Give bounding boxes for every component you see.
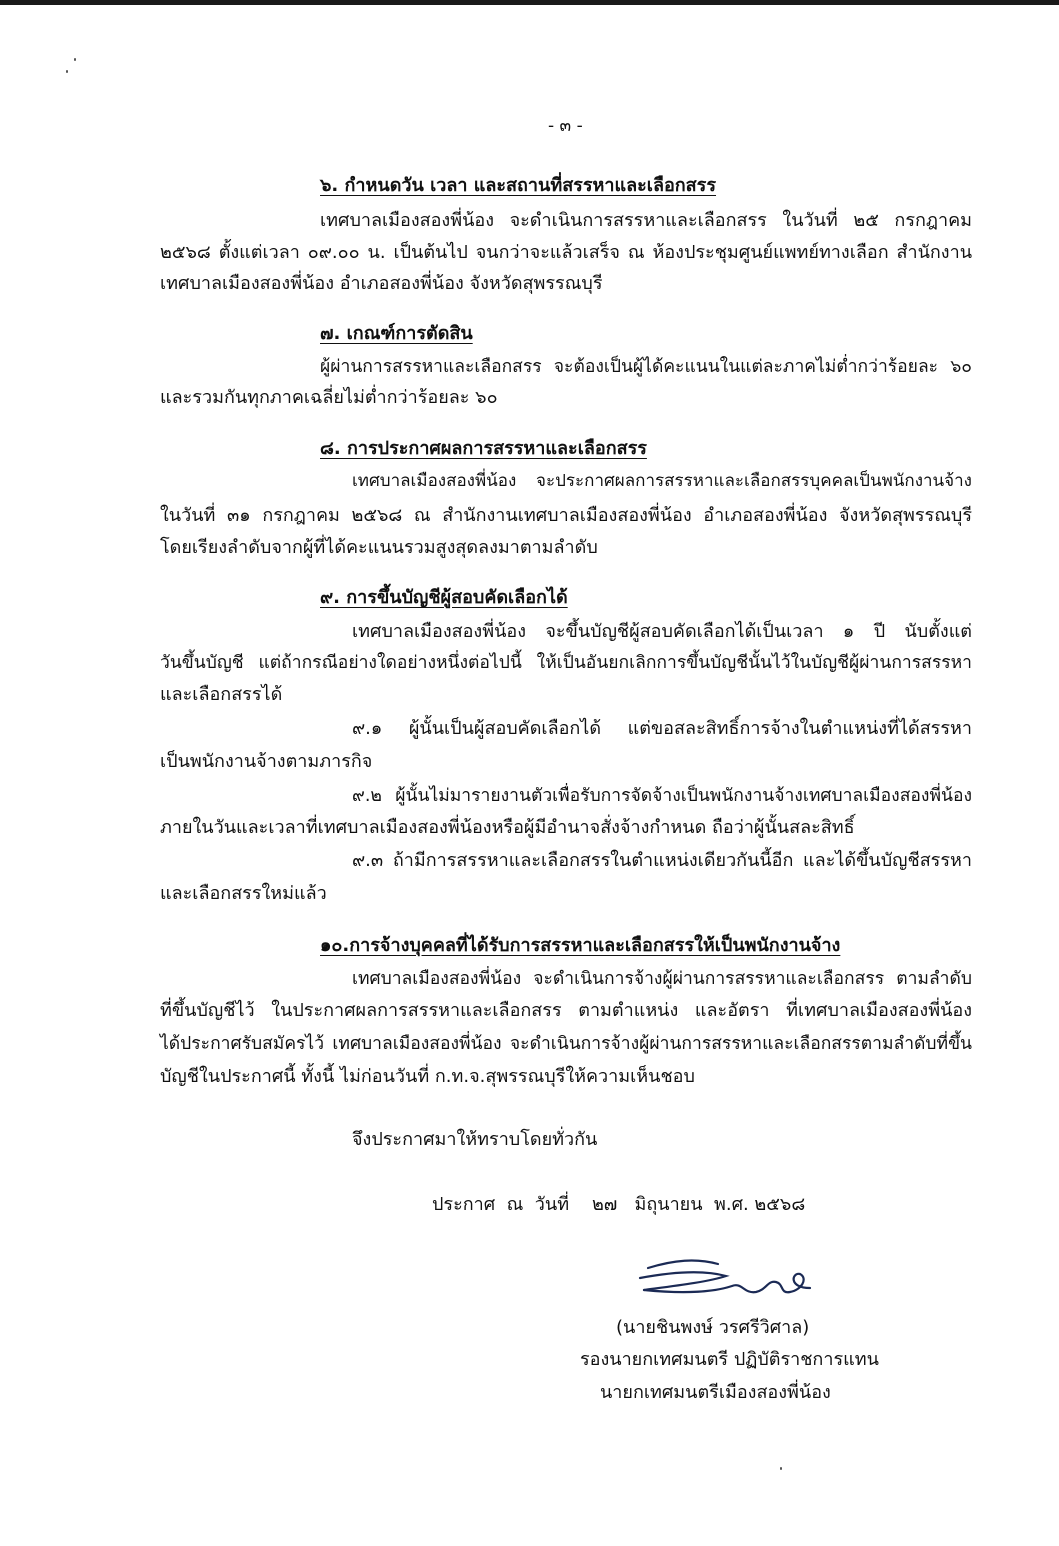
section-6-line-2: ๒๕๖๘ ตั้งแต่เวลา ๐๙.๐๐ น. เป็นต้นไป จนกว่าจะแล้วเสร็จ ณ ห้องประชุมศูนย์แพทย์ทางเลือก สำนักงาน — [160, 242, 972, 263]
scan-top-edge — [0, 0, 1059, 5]
page-number: - ๓ - — [548, 116, 583, 136]
signer-position-1: รองนายกเทศมนตรี ปฏิบัติราชการแทน — [580, 1349, 879, 1370]
signer-name: (นายชินพงษ์ วรศรีวิศาล) — [616, 1317, 810, 1338]
section-10-heading: ๑๐.การจ้างบุคคลที่ได้รับการสรรหาและเลือกสรรให้เป็นพนักงานจ้าง — [320, 935, 841, 956]
section-9-item-1-line-1: ๙.๑ ผู้นั้นเป็นผู้สอบคัดเลือกได้ แต่ขอสละสิทธิ์การจ้างในตำแหน่งที่ได้สรรหา — [352, 718, 972, 739]
section-8-line-2: ในวันที่ ๓๑ กรกฎาคม ๒๕๖๘ ณ สำนักงานเทศบาลเมืองสองพี่น้อง อำเภอสองพี่น้อง จังหวัดสุพรรณบุรี — [160, 505, 972, 526]
section-9-line-1: เทศบาลเมืองสองพี่น้อง จะขึ้นบัญชีผู้สอบคัดเลือกได้เป็นเวลา ๑ ปี นับตั้งแต่ — [352, 621, 972, 642]
section-6-line-1: เทศบาลเมืองสองพี่น้อง จะดำเนินการสรรหาและเลือกสรร ในวันที่ ๒๕ กรกฎาคม — [320, 210, 972, 231]
section-6-heading: ๖. กำหนดวัน เวลา และสถานที่สรรหาและเลือกสรร — [320, 175, 717, 196]
section-9-line-3: และเลือกสรรได้ — [160, 684, 283, 705]
section-8-line-3: โดยเรียงลำดับจากผู้ที่ได้คะแนนรวมสูงสุดลงมาตามลำดับ — [160, 537, 598, 558]
section-9-item-3-line-1: ๙.๓ ถ้ามีการสรรหาและเลือกสรรในตำแหน่งเดียวกันนี้อีก และได้ขึ้นบัญชีสรรหา — [352, 850, 972, 871]
signature-image — [634, 1254, 820, 1304]
scan-speck — [780, 1467, 782, 1470]
signer-position-2: นายกเทศมนตรีเมืองสองพี่น้อง — [600, 1382, 831, 1403]
section-10-line-3: ได้ประกาศรับสมัครไว้ เทศบาลเมืองสองพี่น้อง จะดำเนินการจ้างผู้ผ่านการสรรหาและเลือกสรรตามลำดับที่ขึ้น — [160, 1034, 972, 1054]
section-9-item-3-line-2: และเลือกสรรใหม่แล้ว — [160, 883, 327, 904]
section-7-line-2: และรวมกันทุกภาคเฉลี่ยไม่ต่ำกว่าร้อยละ ๖๐ — [160, 387, 498, 408]
section-10-line-1: เทศบาลเมืองสองพี่น้อง จะดำเนินการจ้างผู้ผ่านการสรรหาและเลือกสรร ตามลำดับ — [352, 969, 972, 989]
section-10-line-4: บัญชีในประกาศนี้ ทั้งนี้ ไม่ก่อนวันที่ ก.ท.จ.สุพรรณบุรีให้ความเห็นชอบ — [160, 1066, 695, 1087]
section-9-item-1-line-2: เป็นพนักงานจ้างตามภารกิจ — [160, 751, 373, 772]
section-9-heading: ๙. การขึ้นบัญชีผู้สอบคัดเลือกได้ — [320, 587, 568, 608]
section-9-line-2: วันขึ้นบัญชี แต่ถ้ากรณีอย่างใดอย่างหนึ่งต่อไปนี้ ให้เป็นอันยกเลิกการขึ้นบัญชีนั้นไว้ในบัญชีผู้ผ่านการสรรหา — [160, 653, 972, 673]
section-6-line-3: เทศบาลเมืองสองพี่น้อง อำเภอสองพี่น้อง จังหวัดสุพรรณบุรี — [160, 273, 603, 294]
closing-statement: จึงประกาศมาให้ทราบโดยทั่วกัน — [352, 1129, 598, 1150]
section-10-line-2: ที่ขึ้นบัญชีไว้ ในประกาศผลการสรรหาและเลือกสรร ตามตำแหน่ง และอัตรา ที่เทศบาลเมืองสองพี่น้อง — [160, 1000, 972, 1021]
section-7-heading: ๗. เกณฑ์การตัดสิน — [320, 323, 473, 344]
announcement-date: ประกาศ ณ วันที่ ๒๗ มิถุนายน พ.ศ. ๒๕๖๘ — [432, 1194, 806, 1215]
section-8-line-1: เทศบาลเมืองสองพี่น้อง จะประกาศผลการสรรหาและเลือกสรรบุคคลเป็นพนักงานจ้าง — [352, 471, 972, 491]
section-7-line-1: ผู้ผ่านการสรรหาและเลือกสรร จะต้องเป็นผู้ได้คะแนนในแต่ละภาคไม่ต่ำกว่าร้อยละ ๖๐ — [320, 357, 972, 377]
section-9-item-2-line-1: ๙.๒ ผู้นั้นไม่มารายงานตัวเพื่อรับการจัดจ้างเป็นพนักงานจ้างเทศบาลเมืองสองพี่น้อง — [352, 786, 972, 806]
scan-speck — [66, 70, 68, 73]
section-8-heading: ๘. การประกาศผลการสรรหาและเลือกสรร — [320, 438, 647, 459]
section-9-item-2-line-2: ภายในวันและเวลาที่เทศบาลเมืองสองพี่น้องหรือผู้มีอำนาจสั่งจ้างกำหนด ถือว่าผู้นั้นสละสิทธิ์ — [160, 817, 855, 838]
scan-speck — [74, 58, 76, 61]
